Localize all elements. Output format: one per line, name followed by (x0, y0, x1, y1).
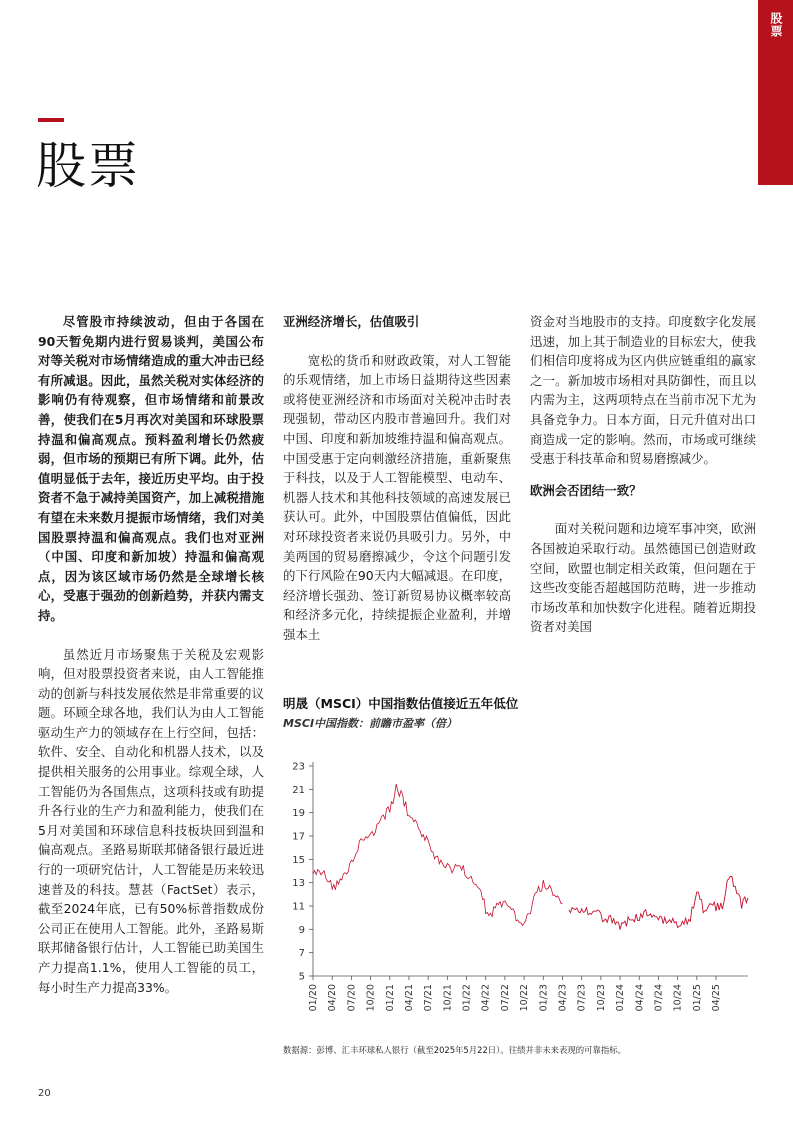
pe-line-chart (283, 752, 758, 1037)
y-tick-label: 11 (292, 901, 305, 913)
ai-paragraph: 虽然近月市场聚焦于关税及宏观影响，但对股票投资者来说，由人工智能推动的创新与科技发展依然是非常重要的议题。环顾全球各地，我们认为由人工智能驱动生产力的领域存在上行空间，包括：软件、安全、自动化和机器人技术，以及提供相关服务的公用事业。综观全球，人工智能仍为各国焦点，这项科技或有助提升各行业的生产力和盈利能力，使我们在5月对美国和环球信息科技板块回到温和偏高观点。圣路易斯联邦储备银行最近进行的一项研究估计，人工智能是历来较迅速普及的科技。慧甚（FactSet）表示，截至2024年底，已有50%标普指数成份公司正在使用人工智能。此外，圣路易斯联邦储备银行估计，人工智能已助美国生产力提高1.1%，使用人工智能的员工，每小时生产力提高33%。 (38, 646, 264, 995)
europe-paragraph: 面对关税问题和边境军事冲突，欧洲各国被迫采取行动。虽然德国已创造财政空间，欧盟也制定相关政策，但问题在于这些改变能否超越国防范畴，进一步推动市场改革和加快数字化进程。随着近期投资者对美国 (530, 521, 756, 635)
x-tick-label: 01/23 (538, 984, 550, 1012)
page-title: 股票 (36, 137, 140, 195)
y-tick-label: 21 (292, 784, 305, 796)
x-tick-label: 04/22 (480, 984, 492, 1012)
chart-subtitle: MSCI中国指数：前瞻市盈率（倍） (283, 717, 458, 730)
section-tab (758, 0, 793, 185)
x-tick-label: 04/23 (557, 984, 569, 1012)
x-tick-label: 01/22 (461, 984, 473, 1012)
y-tick-label: 9 (298, 924, 305, 936)
column-2 (283, 312, 511, 645)
source-note: 数据源：彭博、汇丰环球私人银行（截至2025年5月22日）。往绩并非未来表现的可靠指标。 (283, 1045, 626, 1055)
column-1 (38, 312, 264, 997)
y-tick-label: 19 (292, 808, 305, 820)
section-tab-label: 股票 (769, 12, 783, 38)
x-tick-label: 10/21 (442, 984, 454, 1012)
intro-paragraph: 尽管股市持续波动，但由于各国在90天暂免期内进行贸易谈判，美国公布对等关税对市场情绪造成的重大冲击已经有所减退。因此，虽然关税对实体经济的影响仍有待观察，但市场情绪和前景改善，使我们在5月再次对美国和环球股票持温和偏高观点。预料盈利增长仍然疲弱，但市场的预期已有所下调。此外，估值明显低于去年，接近历史平均。由于投资者不急于减持美国资产，加上减税措施有望在未来数月提振市场情绪，我们对美国股票持温和偏高观点。我们也对亚洲（中国、印度和新加坡）持温和偏高观点，因为该区域市场仍然是全球增长核心，受惠于强劲的创新趋势，并获内需支持。 (38, 314, 264, 623)
y-tick-label: 13 (292, 878, 305, 890)
x-tick-label: 10/22 (519, 984, 531, 1012)
x-tick-label: 04/20 (327, 984, 339, 1012)
x-tick-label: 07/20 (346, 984, 358, 1012)
y-tick-label: 15 (292, 854, 305, 866)
x-tick-label: 04/21 (403, 984, 415, 1012)
x-tick-label: 10/23 (595, 984, 607, 1012)
y-tick-label: 23 (292, 761, 305, 773)
x-tick-label: 04/25 (711, 984, 723, 1012)
title-accent-bar (38, 118, 64, 122)
x-tick-label: 10/24 (672, 984, 684, 1012)
column-3 (530, 312, 756, 637)
x-tick-label: 07/22 (499, 984, 511, 1012)
asia-heading: 亚洲经济增长，估值吸引 (283, 314, 420, 329)
chart-title: 明晟（MSCI）中国指数估值接近五年低位 (283, 696, 519, 711)
x-tick-label: 04/24 (634, 984, 646, 1012)
x-tick-label: 01/20 (308, 984, 319, 1012)
series-line (569, 876, 748, 929)
x-tick-label: 07/23 (576, 984, 588, 1012)
y-tick-label: 7 (298, 948, 305, 960)
x-tick-label: 10/20 (365, 984, 377, 1012)
x-tick-label: 07/24 (653, 984, 665, 1012)
x-tick-label: 01/24 (615, 984, 627, 1012)
y-tick-label: 5 (298, 971, 305, 983)
europe-heading: 欧洲会否团结一致？ (530, 482, 642, 498)
asia-continued-paragraph: 资金对当地股市的支持。印度数字化发展迅速，加上其于制造业的目标宏大，使我们相信印度将成为区内供应链重组的赢家之一。新加坡市场相对具防御性，而且以内需为主，这两项特点在当前市况下尤为具备竞争力。日本方面，日元升值对出口商造成一定的影响。然而，市场或可继续受惠于科技革命和贸易磨擦减少。 (530, 314, 756, 467)
x-tick-label: 01/25 (691, 984, 703, 1012)
x-tick-label: 01/21 (384, 984, 396, 1012)
x-tick-label: 07/21 (423, 984, 435, 1012)
asia-paragraph: 宽松的货币和财政政策，对人工智能的乐观情绪，加上市场日益期待这些因素或将使亚洲经济和市场面对关税冲击时表现强韧，带动区内股市普遍回升。我们对中国、印度和新加坡维持温和偏高观点。中国受惠于定向刺激经济措施，重新聚焦于科技，以及于人工智能模型、电动车、机器人技术和其他科技领域的高速发展已获认可。此外，中国股票估值偏低，因此对环球投资者来说仍具吸引力。另外，中美两国的贸易磨擦减少，令这个问题引发的下行风险在90天内大幅减退。在印度，经济增长强劲、签订新贸易协议概率较高和经济多元化，持续提振企业盈利，并增强本土 (283, 352, 511, 642)
page-number: 20 (38, 1088, 51, 1099)
y-tick-label: 17 (292, 831, 305, 843)
series-line (313, 784, 563, 925)
